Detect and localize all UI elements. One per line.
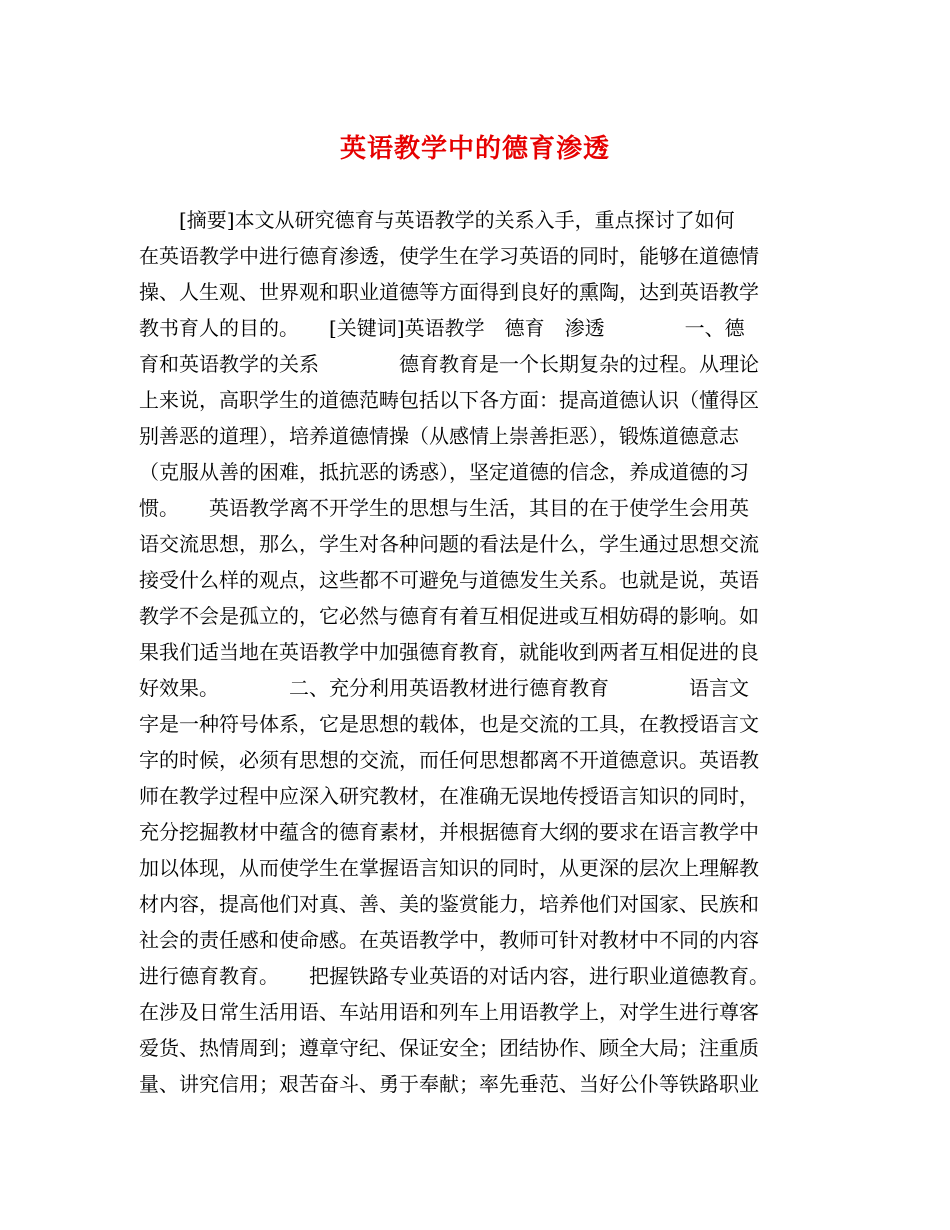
body-line: 充分挖掘教材中蕴含的德育素材，并根据德育大纲的要求在语言教学中 — [139, 820, 759, 844]
body-line: （克服从善的困难，抵抗恶的诱惑），坚定道德的信念，养成道德的习 — [139, 460, 749, 484]
body-line: 材内容，提高他们对真、善、美的鉴赏能力，培养他们对国家、民族和 — [139, 892, 759, 916]
body-line: 进行德育教育。 把握铁路专业英语的对话内容，进行职业道德教育。 — [139, 964, 769, 988]
body-line: 育和英语教学的关系 德育教育是一个长期复杂的过程。从理论 — [139, 352, 759, 376]
body-line: 社会的责任感和使命感。在英语教学中，教师可针对教材中不同的内容 — [139, 928, 759, 952]
body-line: 上来说，高职学生的道德范畴包括以下各方面：提高道德认识（懂得区 — [139, 388, 759, 412]
body-line: 量、讲究信用；艰苦奋斗、勇于奉献；率先垂范、当好公仆等铁路职业 — [139, 1072, 759, 1096]
body-line: 果我们适当地在英语教学中加强德育教育，就能收到两者互相促进的良 — [139, 640, 759, 664]
document-title: 英语教学中的德育渗透 — [339, 134, 610, 164]
body-line: 字是一种符号体系，它是思想的载体，也是交流的工具，在教授语言文 — [139, 712, 759, 736]
body-line: 爱货、热情周到；遵章守纪、保证安全；团结协作、顾全大局；注重质 — [139, 1036, 759, 1060]
body-line: 师在教学过程中应深入研究教材，在准确无误地传授语言知识的同时， — [139, 784, 759, 808]
body-line: 惯。 英语教学离不开学生的思想与生活，其目的在于使学生会用英 — [139, 496, 749, 520]
document-body — [139, 202, 829, 1102]
body-line: 教学不会是孤立的，它必然与德育有着互相促进或互相妨碍的影响。如 — [139, 604, 759, 628]
body-line: 好效果。 二、充分利用英语教材进行德育教育 语言文 — [139, 676, 749, 700]
body-line: 别善恶的道理），培养道德情操（从感情上崇善拒恶），锻炼道德意志 — [139, 424, 739, 448]
body-line: 接受什么样的观点，这些都不可避免与道德发生关系。也就是说，英语 — [139, 568, 759, 592]
body-line: 字的时候，必须有思想的交流，而任何思想都离不开道德意识。英语教 — [139, 748, 759, 772]
body-line: 操、人生观、世界观和职业道德等方面得到良好的熏陶，达到英语教学 — [139, 280, 759, 304]
body-line: 在英语教学中进行德育渗透，使学生在学习英语的同时，能够在道德情 — [139, 244, 759, 268]
body-line: 语交流思想，那么，学生对各种问题的看法是什么，学生通过思想交流 — [139, 532, 759, 556]
body-line: [摘要]本文从研究德育与英语教学的关系入手，重点探讨了如何 — [139, 208, 735, 232]
body-line: 加以体现，从而使学生在掌握语言知识的同时，从更深的层次上理解教 — [139, 856, 759, 880]
body-line: 教书育人的目的。 [关键词]英语教学 德育 渗透 一、德 — [139, 316, 745, 340]
body-line: 在涉及日常生活用语、车站用语和列车上用语教学上，对学生进行尊客 — [139, 1000, 759, 1024]
